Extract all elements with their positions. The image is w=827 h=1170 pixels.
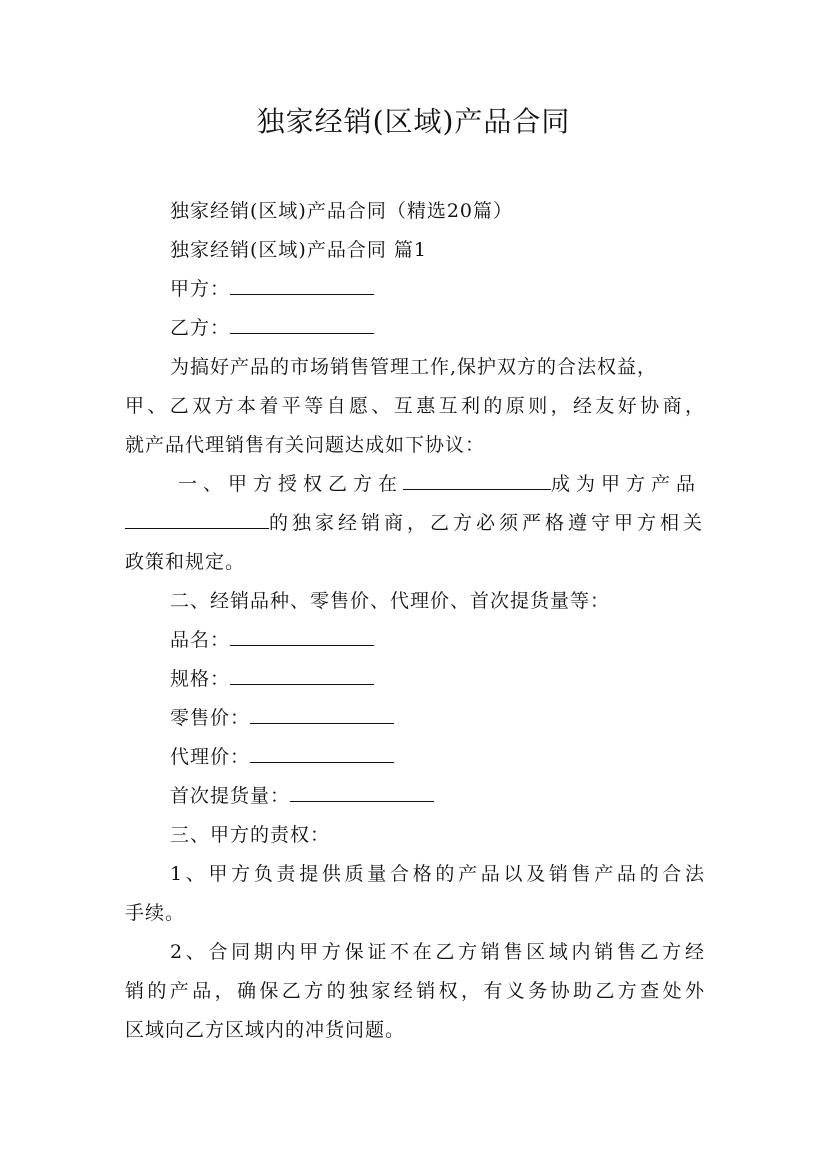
spec-line [170, 664, 750, 694]
first-order-blank [290, 781, 434, 802]
party-b-label: 乙方： [170, 317, 231, 339]
intro-line-1: 为搞好产品的市场销售管理工作,保护双方的合法权益， [170, 356, 658, 378]
clause1-line-1 [178, 469, 705, 499]
subtitle: 独家经销(区域)产品合同（精选20篇） [170, 200, 514, 222]
party-a-label: 甲方： [170, 278, 231, 300]
product-name-blank [230, 625, 374, 646]
clause1-line-3: 政策和规定。 [125, 551, 246, 573]
item1-line-2: 手续。 [125, 902, 186, 924]
retail-price-blank [250, 703, 394, 724]
first-order-label: 首次提货量： [170, 785, 291, 807]
item2-line-1: 2、合同期内甲方保证不在乙方销售区域内销售乙方经 [170, 941, 705, 963]
party-b-blank [230, 313, 374, 334]
agent-price-label: 代理价： [170, 746, 251, 768]
clause2-heading: 二、经销品种、零售价、代理价、首次提货量等： [170, 590, 611, 612]
intro-line-2: 甲、乙双方本着平等自愿、互惠互利的原则，经友好协商， [125, 395, 705, 417]
first-order-line [170, 781, 750, 811]
party-b-line [170, 313, 750, 343]
retail-price-label: 零售价： [170, 707, 251, 729]
section-heading: 独家经销(区域)产品合同 篇1 [170, 239, 427, 261]
intro-line-3: 就产品代理销售有关问题达成如下协议： [125, 434, 486, 456]
product-name-line [170, 625, 750, 655]
clause1-text-c: 的独家经销商，乙方必须严格遵守甲方相关 [269, 512, 707, 534]
item2-line-3: 区域向乙方区域内的冲货问题。 [125, 1019, 406, 1041]
party-a-line [170, 274, 750, 304]
spec-label: 规格： [170, 668, 231, 690]
spec-blank [230, 664, 374, 685]
agent-price-line [170, 742, 750, 772]
clause1-period-blank [125, 508, 269, 529]
clause1-text-a: 一、甲方授权乙方在 [178, 473, 404, 495]
clause1-text-b: 成为甲方产品 [551, 473, 702, 495]
item1-line-1: 1、甲方负责提供质量合格的产品以及销售产品的合法 [170, 863, 705, 885]
clause1-region-blank [403, 469, 551, 490]
agent-price-blank [250, 742, 394, 763]
item2-line-2: 销的产品，确保乙方的独家经销权，有义务协助乙方查处外 [125, 980, 705, 1002]
party-a-blank [230, 274, 374, 295]
document-title: 独家经销(区域)产品合同 [256, 105, 571, 138]
clause1-line-2 [125, 508, 705, 538]
retail-price-line [170, 703, 750, 733]
product-name-label: 品名： [170, 629, 231, 651]
clause3-heading: 三、甲方的责权： [170, 824, 331, 846]
